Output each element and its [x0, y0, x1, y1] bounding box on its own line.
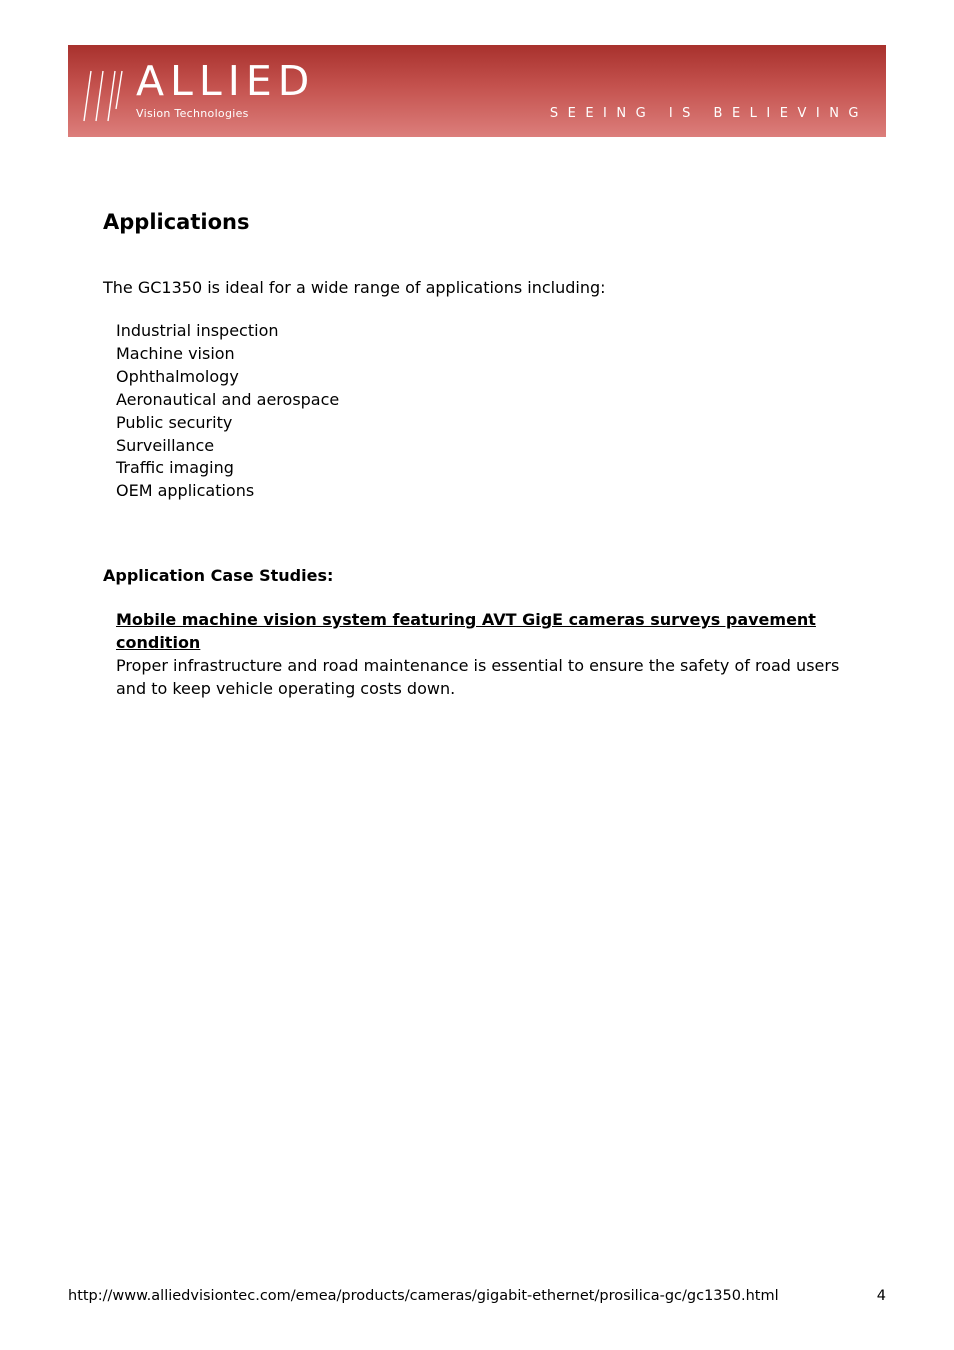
- footer-url: http://www.alliedvisiontec.com/emea/products/cameras/gigabit-ethernet/prosilica-gc/gc1350.html: [68, 1288, 779, 1304]
- list-item: Public security: [116, 412, 233, 432]
- header-banner: [68, 45, 886, 137]
- page-title: Applications: [103, 210, 250, 234]
- allied-logo: [82, 57, 322, 127]
- logo-subtitle: Vision Technologies: [136, 107, 249, 120]
- list-item: Machine vision: [116, 343, 235, 363]
- tagline: SEEING IS BELIEVING: [549, 106, 868, 121]
- applications-list: [116, 320, 339, 503]
- case-study-link[interactable]: Mobile machine vision system featuring AVT GigE cameras surveys pavement condition: [116, 610, 816, 652]
- case-studies-heading: Application Case Studies:: [103, 566, 334, 585]
- list-item: OEM applications: [116, 481, 255, 501]
- logo-wordmark: ALLIED: [136, 57, 316, 105]
- list-item: Ophthalmology: [116, 366, 239, 386]
- list-item: Aeronautical and aerospace: [116, 389, 340, 409]
- intro-text: The GC1350 is ideal for a wide range of applications including:: [103, 278, 606, 297]
- case-study-description: Proper infrastructure and road maintenance is essential to ensure the safety of road users and to keep vehicle operating costs down.: [116, 656, 840, 698]
- page-number: 4: [876, 1288, 886, 1304]
- case-study: [116, 608, 856, 700]
- list-item: Traffic imaging: [116, 458, 234, 478]
- logo-slashes-icon: [82, 65, 132, 123]
- list-item: Surveillance: [116, 435, 215, 455]
- list-item: Industrial inspection: [116, 321, 279, 340]
